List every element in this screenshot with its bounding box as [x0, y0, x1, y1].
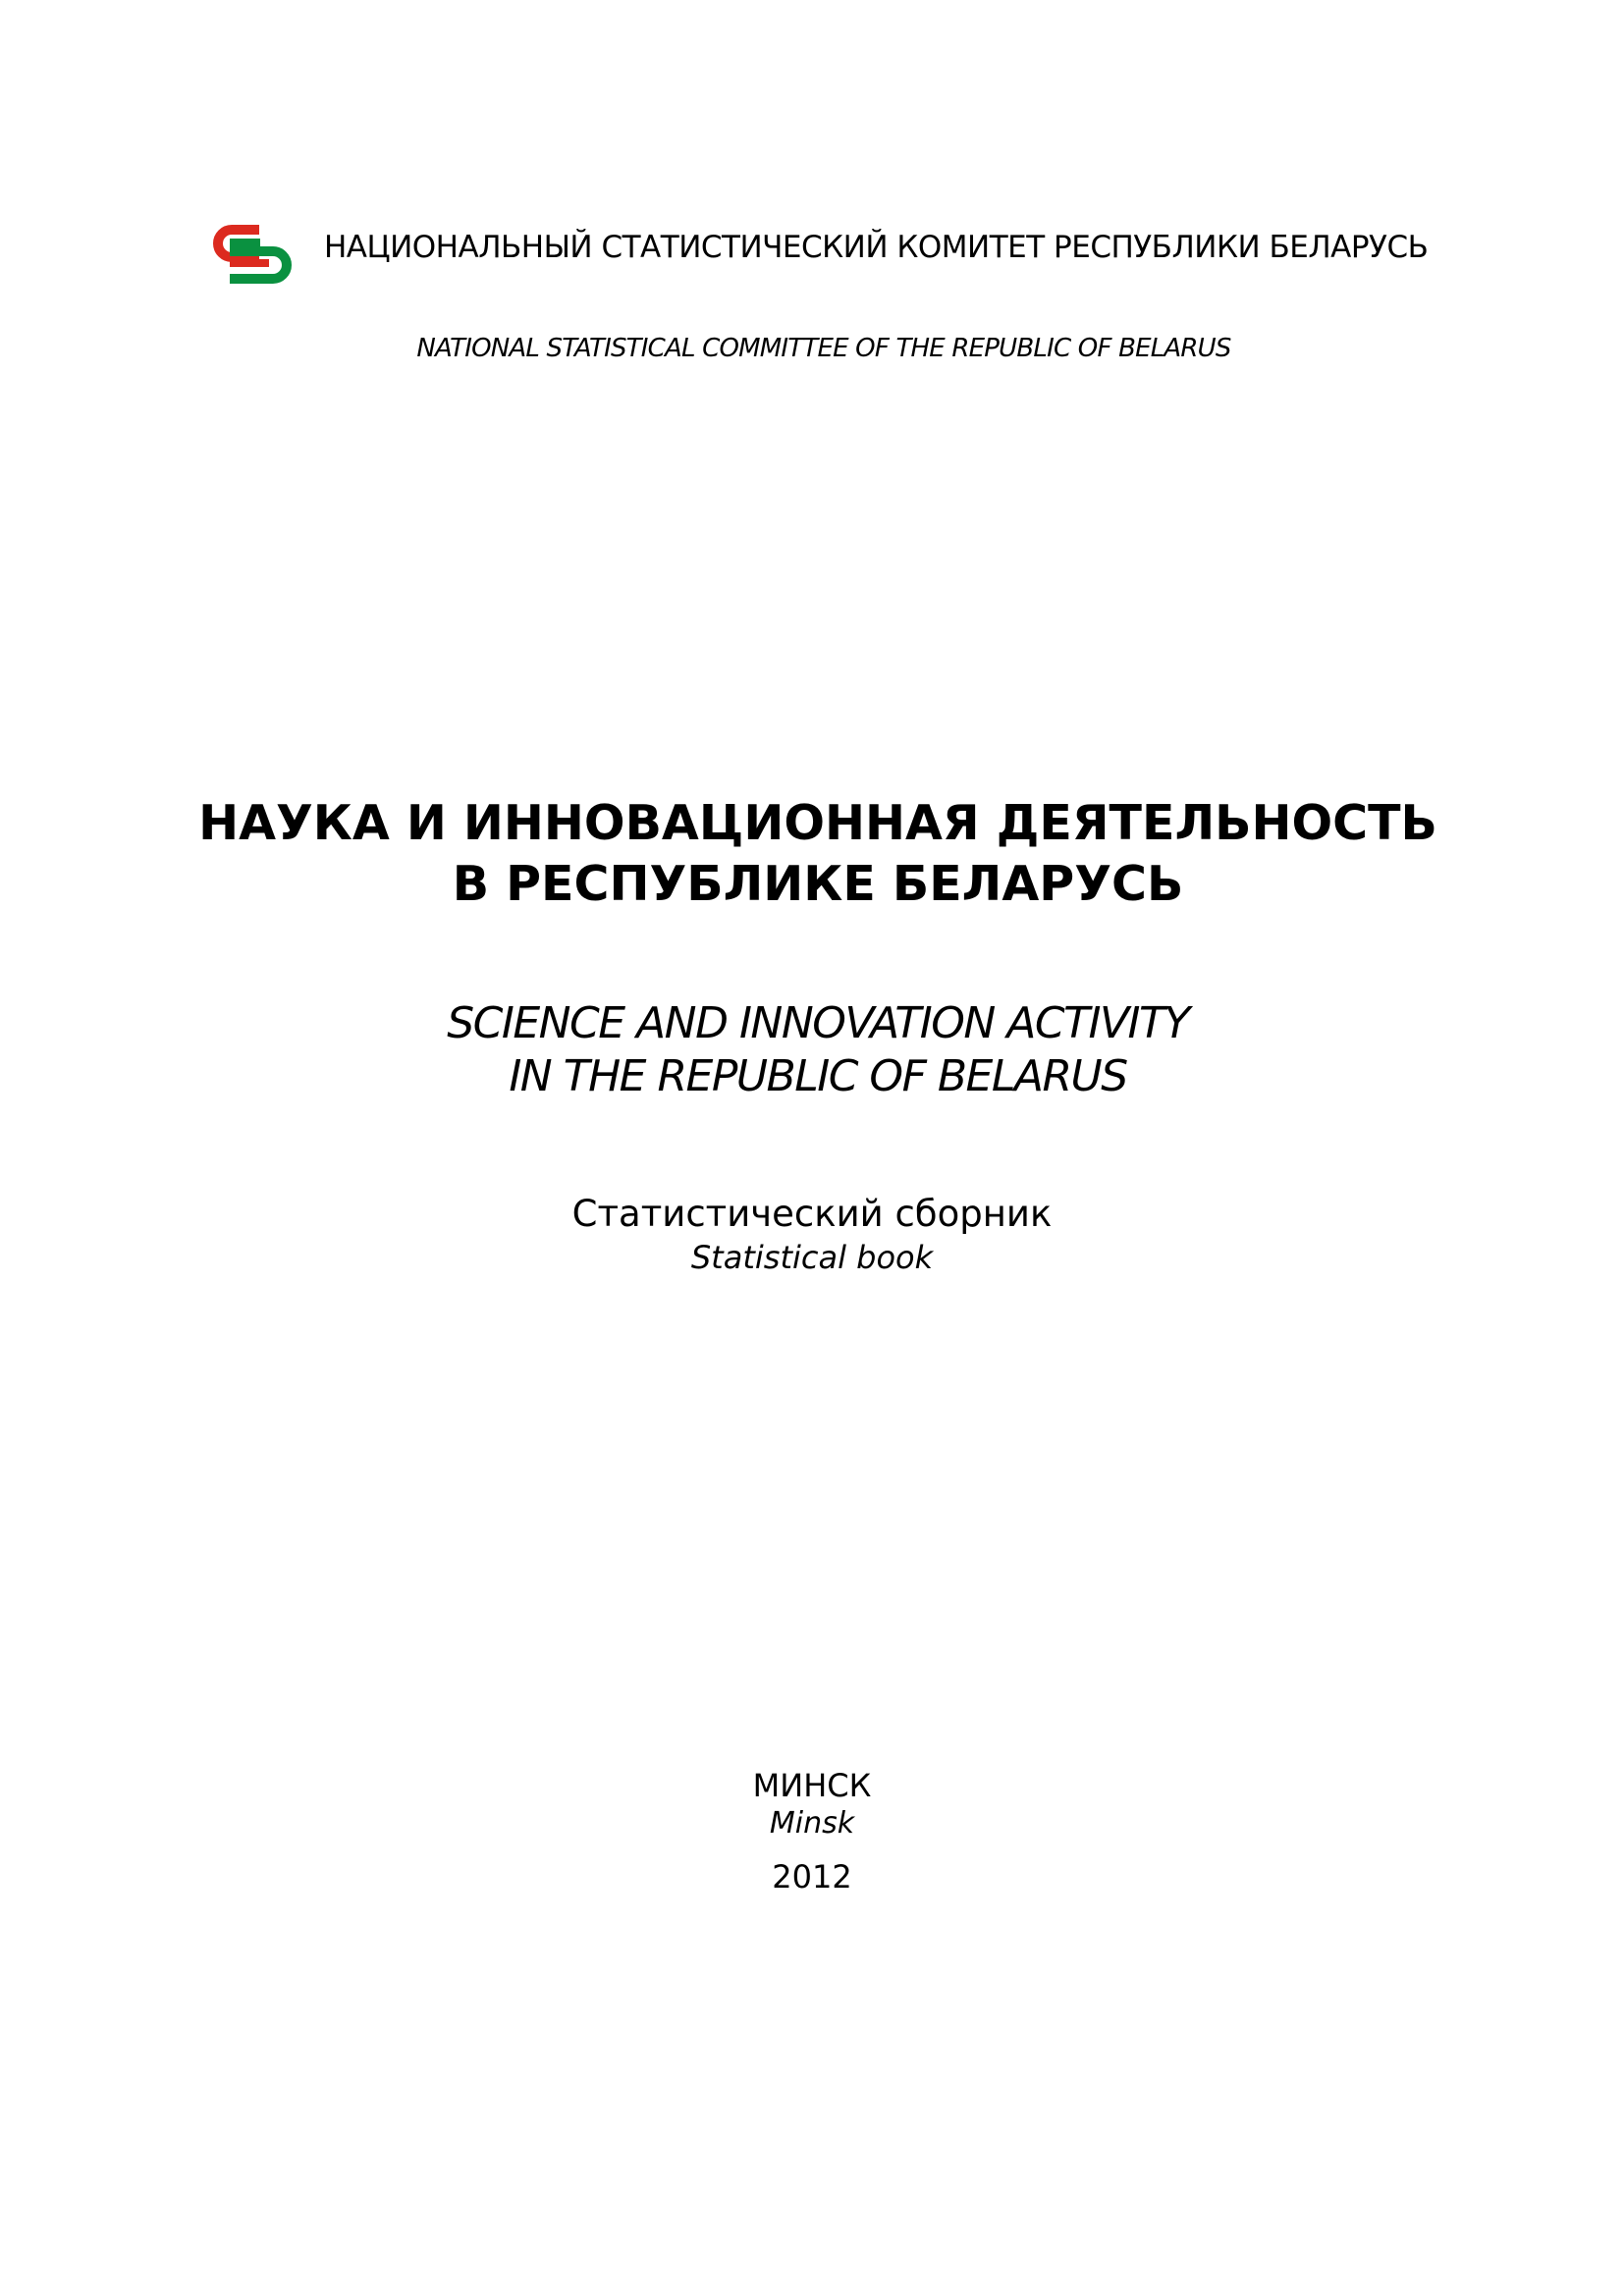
- publication-type-en: Statistical book: [690, 1239, 934, 1276]
- title-en-line-2: IN THE REPUBLIC OF BELARUS: [509, 1051, 1127, 1101]
- publication-year: 2012: [772, 1858, 852, 1896]
- title-ru-line-1: НАУКА И ИННОВАЦИОННАЯ ДЕЯТЕЛЬНОСТЬ: [198, 795, 1437, 851]
- organization-name-ru: НАЦИОНАЛЬНЫЙ СТАТИСТИЧЕСКИЙ КОМИТЕТ РЕСПУБЛИКИ БЕЛАРУСЬ: [324, 230, 1429, 265]
- city-en: Minsk: [769, 1806, 855, 1841]
- city-ru: МИНСК: [752, 1767, 872, 1804]
- title-ru-line-2: В РЕСПУБЛИКЕ БЕЛАРУСЬ: [452, 856, 1184, 912]
- organization-name-en: NATIONAL STATISTICAL COMMITTEE OF THE REPUBLIC OF BELARUS: [416, 334, 1231, 363]
- title-ru: [6, 793, 1624, 915]
- publication-type-ru: Статистический сборник: [571, 1193, 1053, 1235]
- title-en: [6, 997, 1624, 1103]
- belstat-logo-icon: [210, 224, 295, 285]
- title-en-line-1: SCIENCE AND INNOVATION ACTIVITY: [447, 998, 1189, 1048]
